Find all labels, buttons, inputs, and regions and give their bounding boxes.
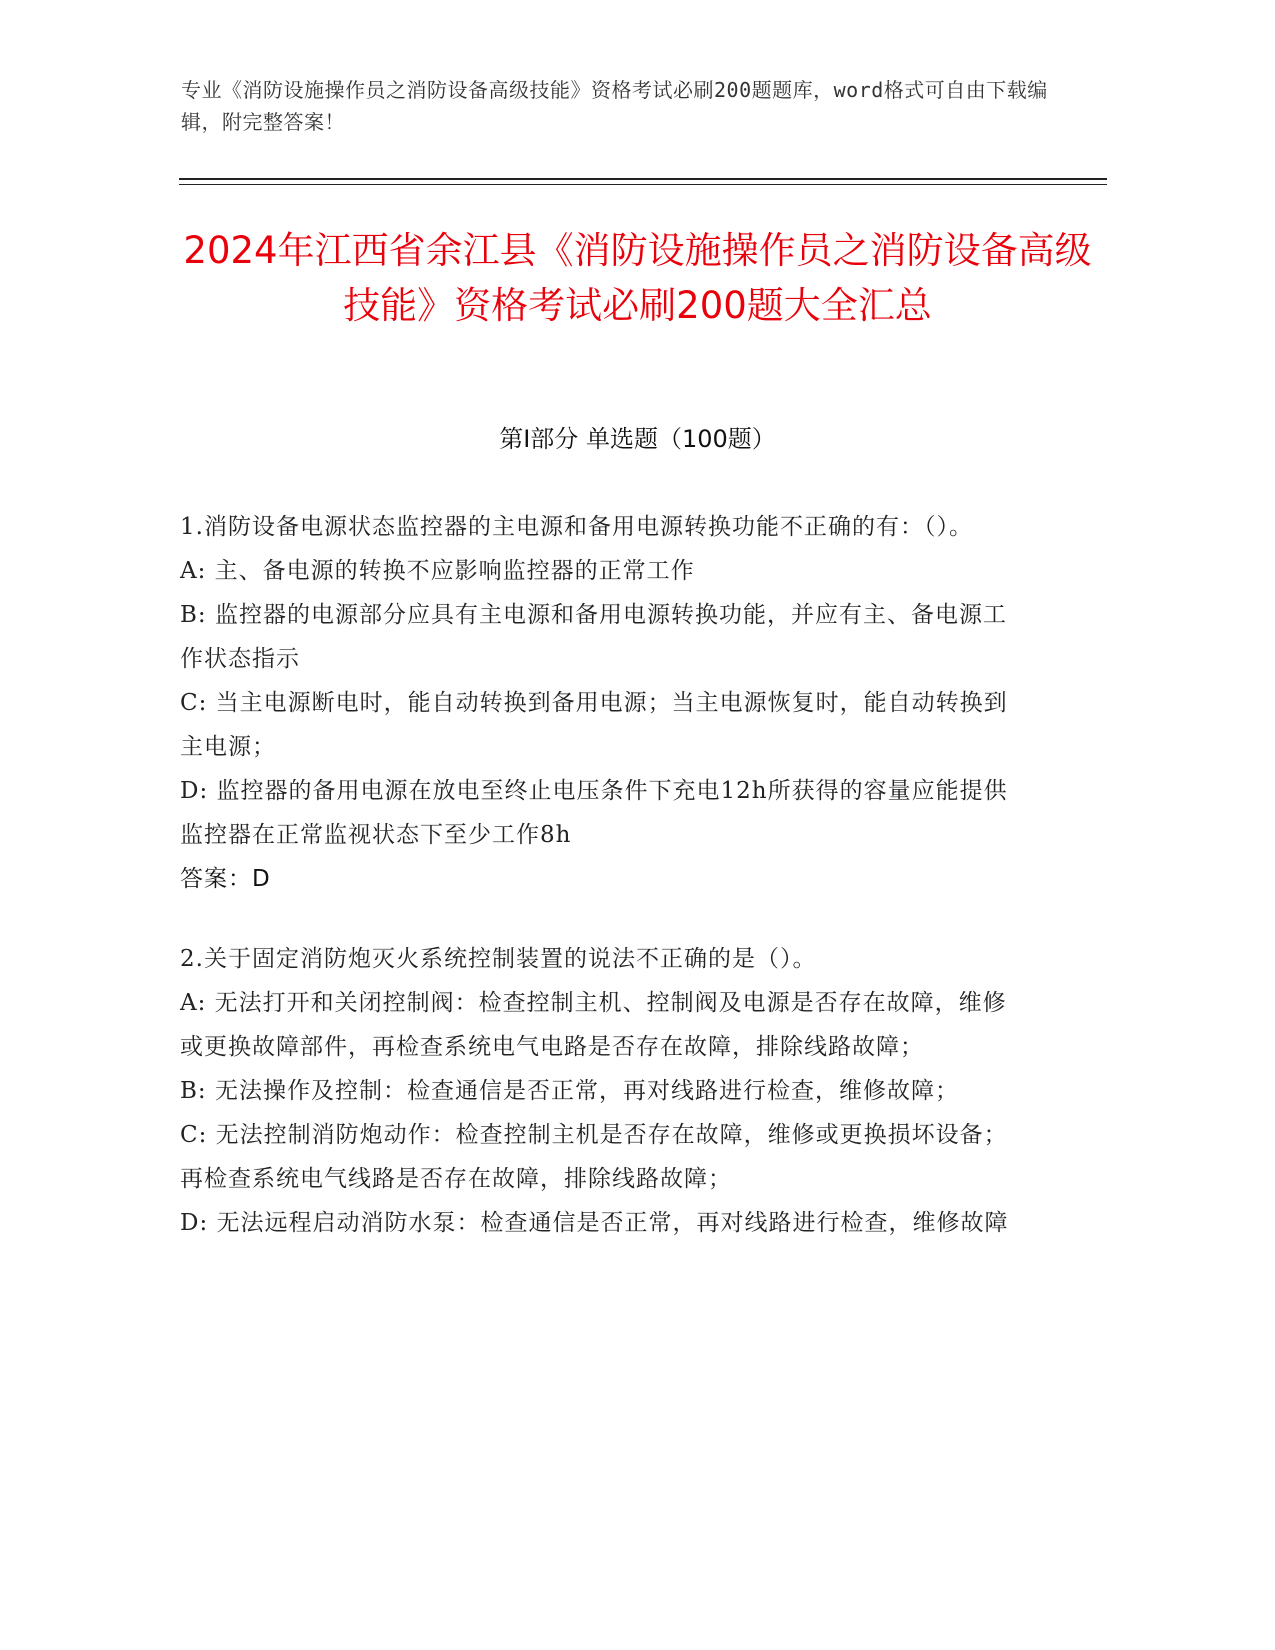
question-2: [180, 937, 1030, 1245]
option-c: C: 当主电源断电时，能自动转换到备用电源；当主电源恢复时，能自动转换到主电源；: [180, 690, 1008, 760]
section-title: 第I部分 单选题（100题）: [499, 425, 776, 453]
header-rule-thin: [179, 184, 1107, 185]
option-d: D: 监控器的备用电源在放电至终止电压条件下充电12h所获得的容量应能提供监控器在正常监视状态下至少工作8h: [180, 778, 1008, 848]
option-a: A: 无法打开和关闭控制阀：检查控制主机、控制阀及电源是否存在故障，维修或更换故障部件，再检查系统电气电路是否存在故障，排除线路故障；: [180, 990, 1007, 1060]
header-note: 专业《消防设施操作员之消防设备高级技能》资格考试必刷200题题库，word格式可自由下载编辑，附完整答案！: [181, 78, 1048, 134]
document-title: 2024年江西省余江县《消防设施操作员之消防设备高级技能》资格考试必刷200题大全汇总: [183, 229, 1092, 327]
option-a: A: 主、备电源的转换不应影响监控器的正常工作: [180, 558, 695, 584]
question-list: [180, 505, 1030, 1281]
question-stem: 2.关于固定消防炮灭火系统控制装置的说法不正确的是（）。: [180, 946, 817, 972]
question-1: [180, 505, 1030, 901]
option-b: B: 无法操作及控制：检查通信是否正常，再对线路进行检查，维修故障；: [180, 1078, 959, 1104]
option-b: B: 监控器的电源部分应具有主电源和备用电源转换功能，并应有主、备电源工作状态指示: [180, 602, 1007, 672]
question-stem: 1.消防设备电源状态监控器的主电源和备用电源转换功能不正确的有：（）。: [180, 514, 973, 540]
option-c: C: 无法控制消防炮动作：检查控制主机是否存在故障，维修或更换损坏设备；再检查系统电气线路是否存在故障，排除线路故障；: [180, 1122, 1008, 1192]
option-d: D: 无法远程启动消防水泵：检查通信是否正常，再对线路进行检查，维修故障: [180, 1210, 1009, 1236]
answer: 答案：D: [180, 866, 271, 892]
header-rule-thick: [179, 178, 1107, 180]
